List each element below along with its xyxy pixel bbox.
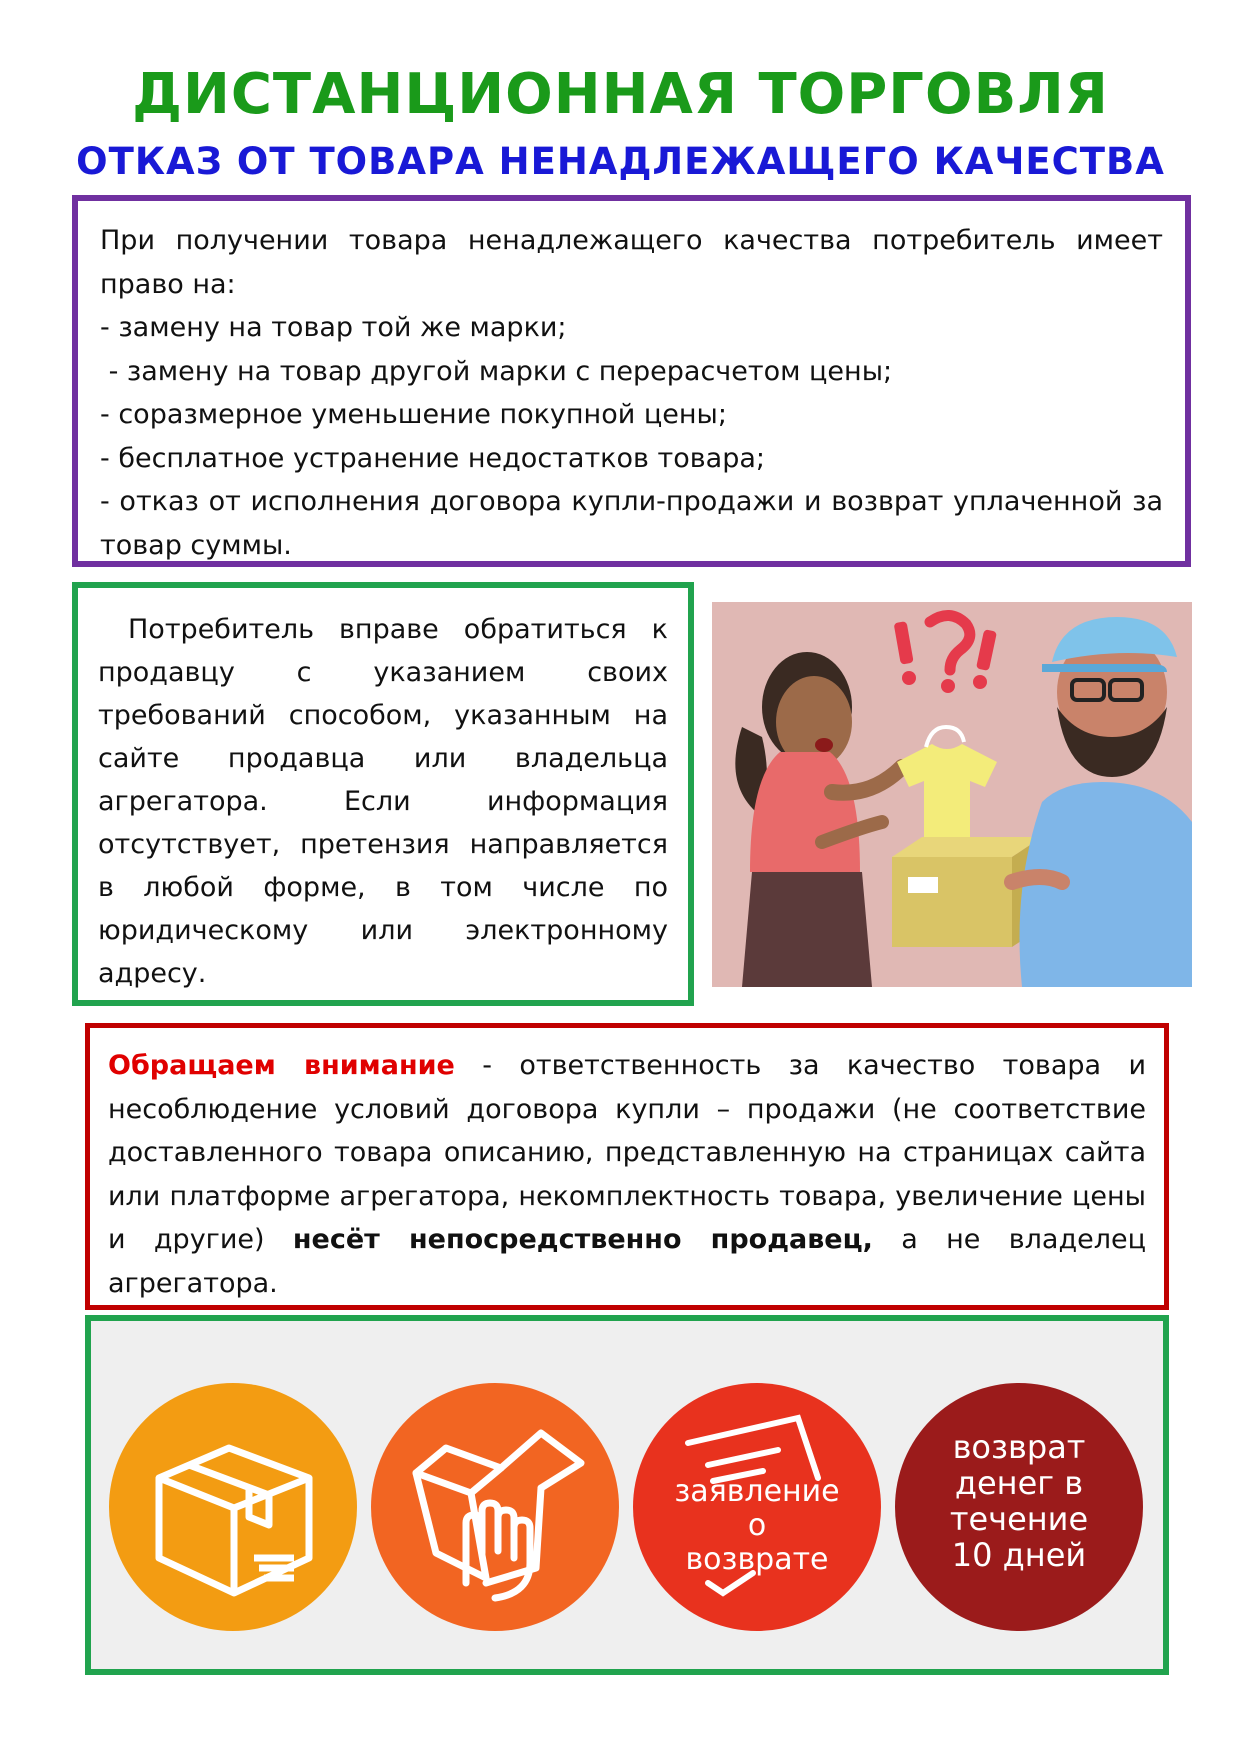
statement-line: о <box>747 1508 767 1543</box>
refund-line: 10 дней <box>951 1536 1087 1574</box>
refund-line: денег в <box>954 1464 1084 1502</box>
attention-text-part1: - ответственность за качество товара и несоблюдение условий договора купли – продажи (не соответствие доставленного товара описанию, представленную на страницах сайта или платформе агрегатора, некомплектность товара, увеличение цены и другие) <box>108 1050 1146 1255</box>
return-hand-icon <box>371 1383 619 1631</box>
rights-intro: При получении товара ненадлежащего качества потребитель имеет право на: <box>100 225 1163 300</box>
rights-item: - замену на товар другой марки с перерасчетом цены; <box>100 355 893 387</box>
seller-text: Потребитель вправе обратиться к продавцу с указанием своих требований способом, указанным на сайте продавца или владельца агрегатора. Если информация отсутствует, претензия направляется в любой форме, в том числе по юридическому или электронному адресу. <box>98 614 668 989</box>
rights-item: - соразмерное уменьшение покупной цены; <box>100 399 727 430</box>
consumer-rights-box <box>72 195 1191 567</box>
refund-circle <box>895 1383 1143 1631</box>
page-subtitle: ОТКАЗ ОТ ТОВАРА НЕНАДЛЕЖАЩЕГО КАЧЕСТВА <box>76 140 1165 183</box>
attention-bold: несёт непосредственно продавец, <box>292 1224 873 1255</box>
box-icon <box>109 1383 357 1631</box>
return-hand-circle <box>371 1383 619 1631</box>
attention-text-part2: а не владелец агрегатора. <box>108 1224 1146 1299</box>
page-title: ДИСТАНЦИОННАЯ ТОРГОВЛЯ <box>132 62 1109 127</box>
parcel-circle <box>109 1383 357 1631</box>
rights-item: - бесплатное устранение недостатков товара; <box>100 442 765 474</box>
attention-box <box>85 1023 1169 1310</box>
seller-contact-box <box>72 582 694 1006</box>
statement-line: заявление <box>674 1474 840 1509</box>
rights-item: - замену на товар той же марки; <box>100 312 567 343</box>
statement-circle <box>633 1383 881 1631</box>
refund-line: возврат <box>952 1428 1086 1466</box>
statement-line: возврате <box>685 1542 829 1577</box>
return-steps-panel <box>85 1315 1169 1675</box>
refund-line: течение <box>949 1500 1089 1538</box>
rights-item: - отказ от исполнения договора купли-продажи и возврат уплаченной за товар суммы. <box>100 486 1163 561</box>
rights-text <box>100 219 1163 567</box>
attention-text <box>108 1044 1146 1305</box>
attention-label: Обращаем внимание <box>108 1050 455 1081</box>
complaint-illustration <box>712 602 1192 987</box>
parcel-box-icon <box>892 837 1042 947</box>
